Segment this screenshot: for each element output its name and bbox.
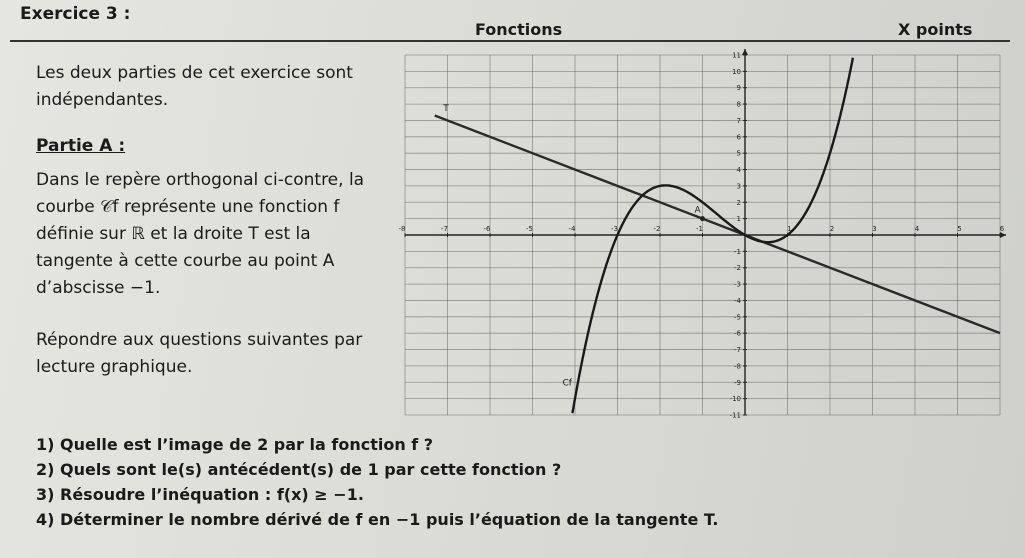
y-tick-label: -11 [729,411,741,420]
x-tick-label: -1 [696,225,703,233]
point-a-label: A [694,205,701,216]
questions-list [36,432,718,532]
x-tick-label: 4 [914,225,920,233]
x-tick-label: -3 [611,225,618,233]
question-number: 1) [36,435,55,454]
y-tick-label: 10 [732,67,741,76]
question-text: Quels sont le(s) antécédent(s) de 1 par cette fonction ? [60,460,562,479]
x-tick-label: 5 [957,225,962,233]
y-tick-label: 6 [736,133,741,142]
y-tick-label: 9 [736,84,741,93]
y-tick-label: 3 [736,182,741,191]
x-tick-label: -8 [398,225,406,233]
instruction-line: Répondre aux questions suivantes par [36,330,363,350]
question-text: Quelle est l’image de 2 par la fonction f ? [60,435,434,454]
y-tick-label: -8 [734,362,741,371]
question-3 [36,482,718,507]
topic-title: Fonctions [475,20,563,39]
y-tick-label: 7 [736,116,741,125]
y-tick-label: -5 [734,313,741,322]
x-tick-label: 1 [787,225,792,233]
y-tick-label: -7 [734,346,741,355]
question-number: 3) [36,485,55,504]
question-4 [36,507,718,532]
y-tick-label: -2 [734,264,741,273]
part-a-line: courbe 𝒞f représente une fonction f [36,197,340,217]
exercise-title: Exercice 3 : [20,4,131,24]
instruction-line: lecture graphique. [36,357,193,377]
question-text: Déterminer le nombre dérivé de f en −1 puis l’équation de la tangente T. [60,510,719,529]
y-tick-label: 5 [736,149,741,158]
y-axis-arrow [742,49,748,55]
part-a-line: d’abscisse −1. [36,278,161,298]
question-number: 2) [36,460,55,479]
function-graph [400,45,1010,425]
y-tick-label: -4 [734,296,741,305]
question-text: Résoudre l’inéquation : f(x) ≥ −1. [60,485,364,504]
intro-text [36,60,353,114]
x-tick-label: 6 [999,225,1005,233]
y-tick-label: -9 [734,378,741,387]
x-tick-label: -5 [526,225,533,233]
x-tick-label: -7 [441,225,448,233]
question-number: 4) [36,510,55,529]
x-tick-label: -6 [483,225,491,233]
x-tick-label: 2 [829,225,835,233]
y-tick-label: 8 [736,100,741,109]
intro-line: Les deux parties de cet exercice sont [36,63,353,83]
question-1 [36,432,718,457]
point-a-marker [700,216,705,221]
instruction-text [36,327,362,381]
y-tick-label: 4 [736,166,741,175]
intro-line: indépendantes. [36,90,169,110]
y-tick-label: -10 [729,395,741,404]
y-tick-label: 1 [736,215,741,224]
y-tick-label: -1 [734,247,741,256]
x-tick-label: -2 [653,225,661,233]
y-tick-label: 2 [736,198,741,207]
part-a-line: définie sur ℝ et la droite T est la [36,224,311,244]
part-a-line: tangente à cette courbe au point A [36,251,335,271]
x-tick-label: 3 [872,225,877,233]
part-a-heading: Partie A : [36,136,126,156]
y-tick-label: -6 [734,329,741,338]
part-a-text [36,167,364,302]
question-2 [36,457,718,482]
x-tick-label: -4 [568,225,576,233]
part-a-line: Dans le repère orthogonal ci-contre, la [36,170,365,190]
points-label: X points [898,20,973,39]
y-tick-label: 11 [732,51,741,60]
header-rule [10,40,1010,42]
tangent-label: T [443,103,449,114]
curve-label: Cf [562,378,572,389]
y-tick-label: -3 [734,280,741,289]
